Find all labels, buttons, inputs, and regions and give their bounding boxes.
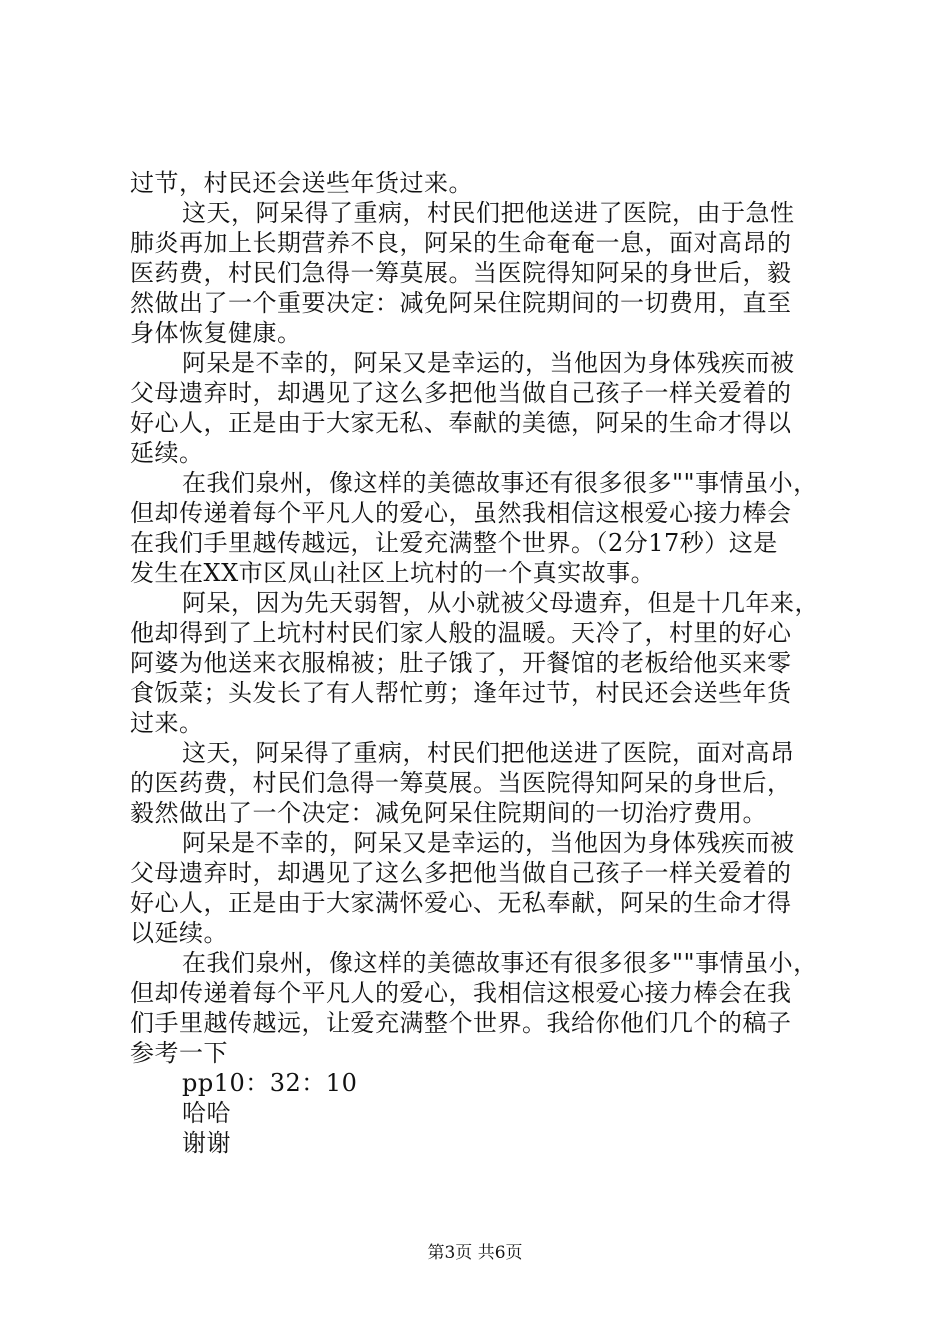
text-line: 父母遗弃时，却遇见了这么多把他当做自己孩子一样关爱着的 [130,859,792,887]
text-line: 延续。 [130,439,204,467]
text-line: 过来。 [130,709,204,737]
text-line: 以延续。 [130,919,228,947]
text-line: 参考一下 [130,1039,228,1067]
page-footer: 第3页 共6页 [427,1243,523,1263]
text-line: 毅然做出了一个决定：减免阿呆住院期间的一切治疗费用。 [130,799,767,827]
text-line: 阿婆为他送来衣服棉被；肚子饿了，开餐馆的老板给他买来零 [130,649,792,677]
text-line: pp10：32：10 [182,1069,358,1097]
text-line: 父母遗弃时，却遇见了这么多把他当做自己孩子一样关爱着的 [130,379,792,407]
text-line: 在我们泉州，像这样的美德故事还有很多很多""事情虽小， [182,949,818,977]
text-line: 过节，村民还会送些年货过来。 [130,169,473,197]
text-line: 谢谢 [182,1129,231,1157]
text-line: 们手里越传越远，让爱充满整个世界。我给你他们几个的稿子 [130,1009,792,1037]
text-line: 的医药费，村民们急得一筹莫展。当医院得知阿呆的身世后， [130,769,792,797]
text-line: 好心人，正是由于大家满怀爱心、无私奉献，阿呆的生命才得 [130,889,792,917]
text-line: 在我们手里越传越远，让爱充满整个世界。（2分17秒）这是 [130,529,778,557]
document-body [130,168,832,1158]
text-line: 阿呆是不幸的，阿呆又是幸运的，当他因为身体残疾而被 [182,829,795,857]
text-line: 他却得到了上坑村村民们家人般的温暖。天冷了，村里的好心 [130,619,792,647]
text-line: 这天，阿呆得了重病，村民们把他送进了医院，面对高昂 [182,739,795,767]
text-line: 身体恢复健康。 [130,319,302,347]
text-line: 阿呆，因为先天弱智，从小就被父母遗弃，但是十几年来， [182,589,819,617]
text-line: 但却传递着每个平凡人的爱心，我相信这根爱心接力棒会在我 [130,979,792,1007]
text-line: 医药费，村民们急得一筹莫展。当医院得知阿呆的身世后，毅 [130,259,792,287]
text-line: 发生在XX市区凤山社区上坑村的一个真实故事。 [130,559,656,587]
text-line: 哈哈 [182,1099,231,1127]
text-line: 但却传递着每个平凡人的爱心，虽然我相信这根爱心接力棒会 [130,499,792,527]
text-line: 食饭菜；头发长了有人帮忙剪；逢年过节，村民还会送些年货 [130,679,792,707]
text-line: 肺炎再加上长期营养不良，阿呆的生命奄奄一息，面对高昂的 [130,229,792,257]
text-line: 阿呆是不幸的，阿呆又是幸运的，当他因为身体残疾而被 [182,349,795,377]
text-line: 这天，阿呆得了重病，村民们把他送进了医院，由于急性 [182,199,795,227]
text-line: 然做出了一个重要决定：减免阿呆住院期间的一切费用，直至 [130,289,792,317]
text-line: 好心人，正是由于大家无私、奉献的美德，阿呆的生命才得以 [130,409,792,437]
text-line: 在我们泉州，像这样的美德故事还有很多很多""事情虽小， [182,469,818,497]
